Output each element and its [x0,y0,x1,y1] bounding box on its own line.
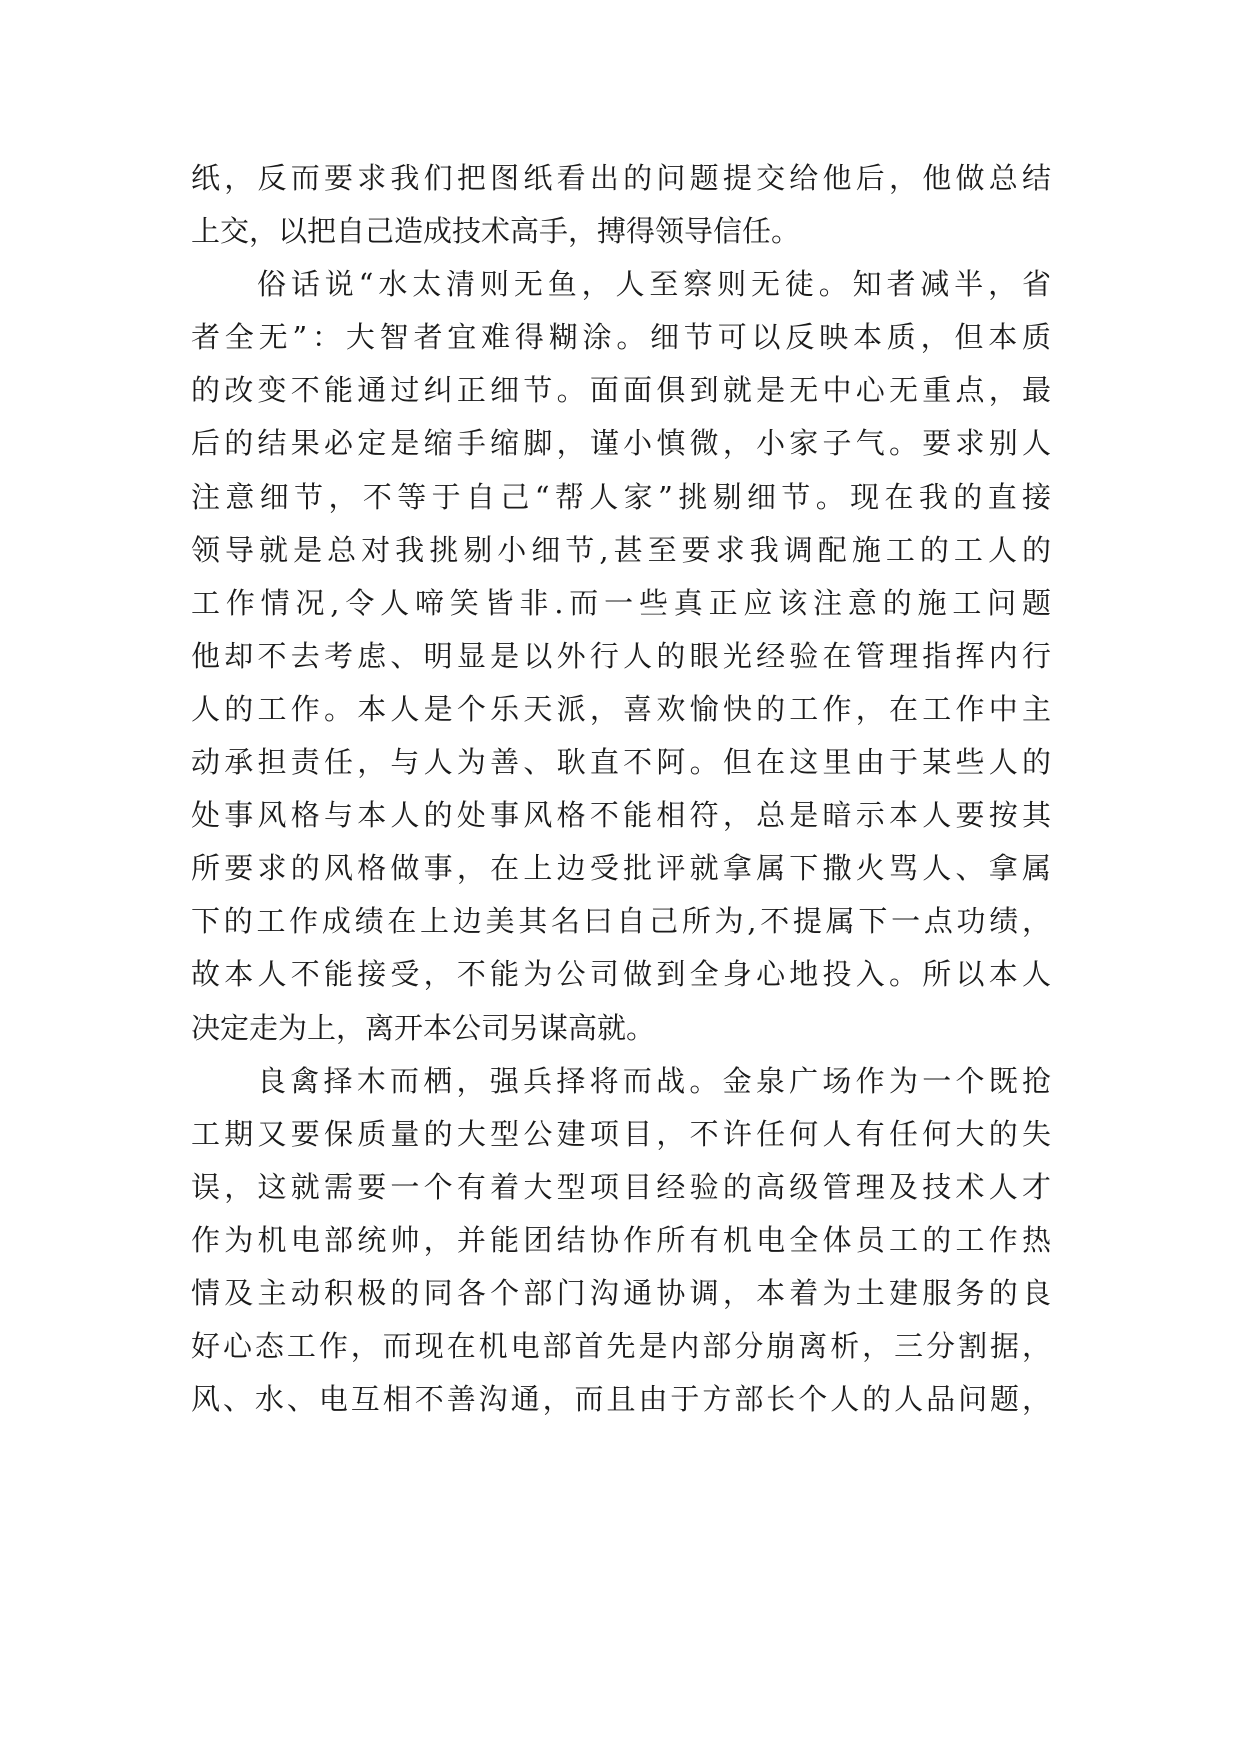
text-line: 者全无”：大智者宜难得糊涂。细节可以反映本质，但本质 [191,320,1051,355]
text-line: 作为机电部统帅，并能团结协作所有机电全体员工的工作热 [191,1222,1051,1257]
text-line: 所要求的风格做事，在上边受批评就拿属下撒火骂人、拿属 [191,851,1051,886]
text-line: 工作情况,令人啼笑皆非.而一些真正应该注意的施工问题 [191,585,1051,620]
text-line: 情及主动积极的同各个部门沟通协调，本着为土建服务的良 [191,1275,1051,1310]
text-line: 故本人不能接受，不能为公司做到全身心地投入。所以本人 [191,957,1051,992]
text-line: 误，这就需要一个有着大型项目经验的高级管理及技术人才 [191,1169,1051,1204]
text-line: 俗话说“水太清则无鱼，人至察则无徒。知者减半，省 [257,267,1051,302]
text-line: 的改变不能通过纠正细节。面面俱到就是无中心无重点，最 [191,373,1051,408]
text-line: 好心态工作，而现在机电部首先是内部分崩离析，三分割据， [191,1329,1051,1364]
text-line: 上交，以把自己造成技术高手，搏得领导信任。 [191,214,801,249]
text-line: 动承担责任，与人为善、耿直不阿。但在这里由于某些人的 [191,745,1051,780]
text-line: 工期又要保质量的大型公建项目，不许任何人有任何大的失 [191,1116,1051,1151]
document-body [191,152,1051,1426]
text-line: 处事风格与本人的处事风格不能相符，总是暗示本人要按其 [191,798,1051,833]
text-line: 良禽择木而栖，强兵择将而战。金泉广场作为一个既抢 [257,1063,1051,1098]
text-line: 决定走为上，离开本公司另谋高就。 [191,1010,656,1045]
text-line: 后的结果必定是缩手缩脚，谨小慎微，小家子气。要求别人 [191,426,1051,461]
text-line: 下的工作成绩在上边美其名曰自己所为,不提属下一点功绩， [191,904,1051,939]
text-line: 领导就是总对我挑剔小细节,甚至要求我调配施工的工人的 [191,532,1051,567]
text-line: 风、水、电互相不善沟通，而且由于方部长个人的人品问题， [191,1382,1051,1417]
text-line: 他却不去考虑、明显是以外行人的眼光经验在管理指挥内行 [191,638,1051,673]
text-line: 纸，反而要求我们把图纸看出的问题提交给他后，他做总结 [191,161,1051,195]
text-line: 注意细节，不等于自己“帮人家”挑剔细节。现在我的直接 [191,479,1051,514]
text-line: 人的工作。本人是个乐天派，喜欢愉快的工作，在工作中主 [191,691,1051,726]
